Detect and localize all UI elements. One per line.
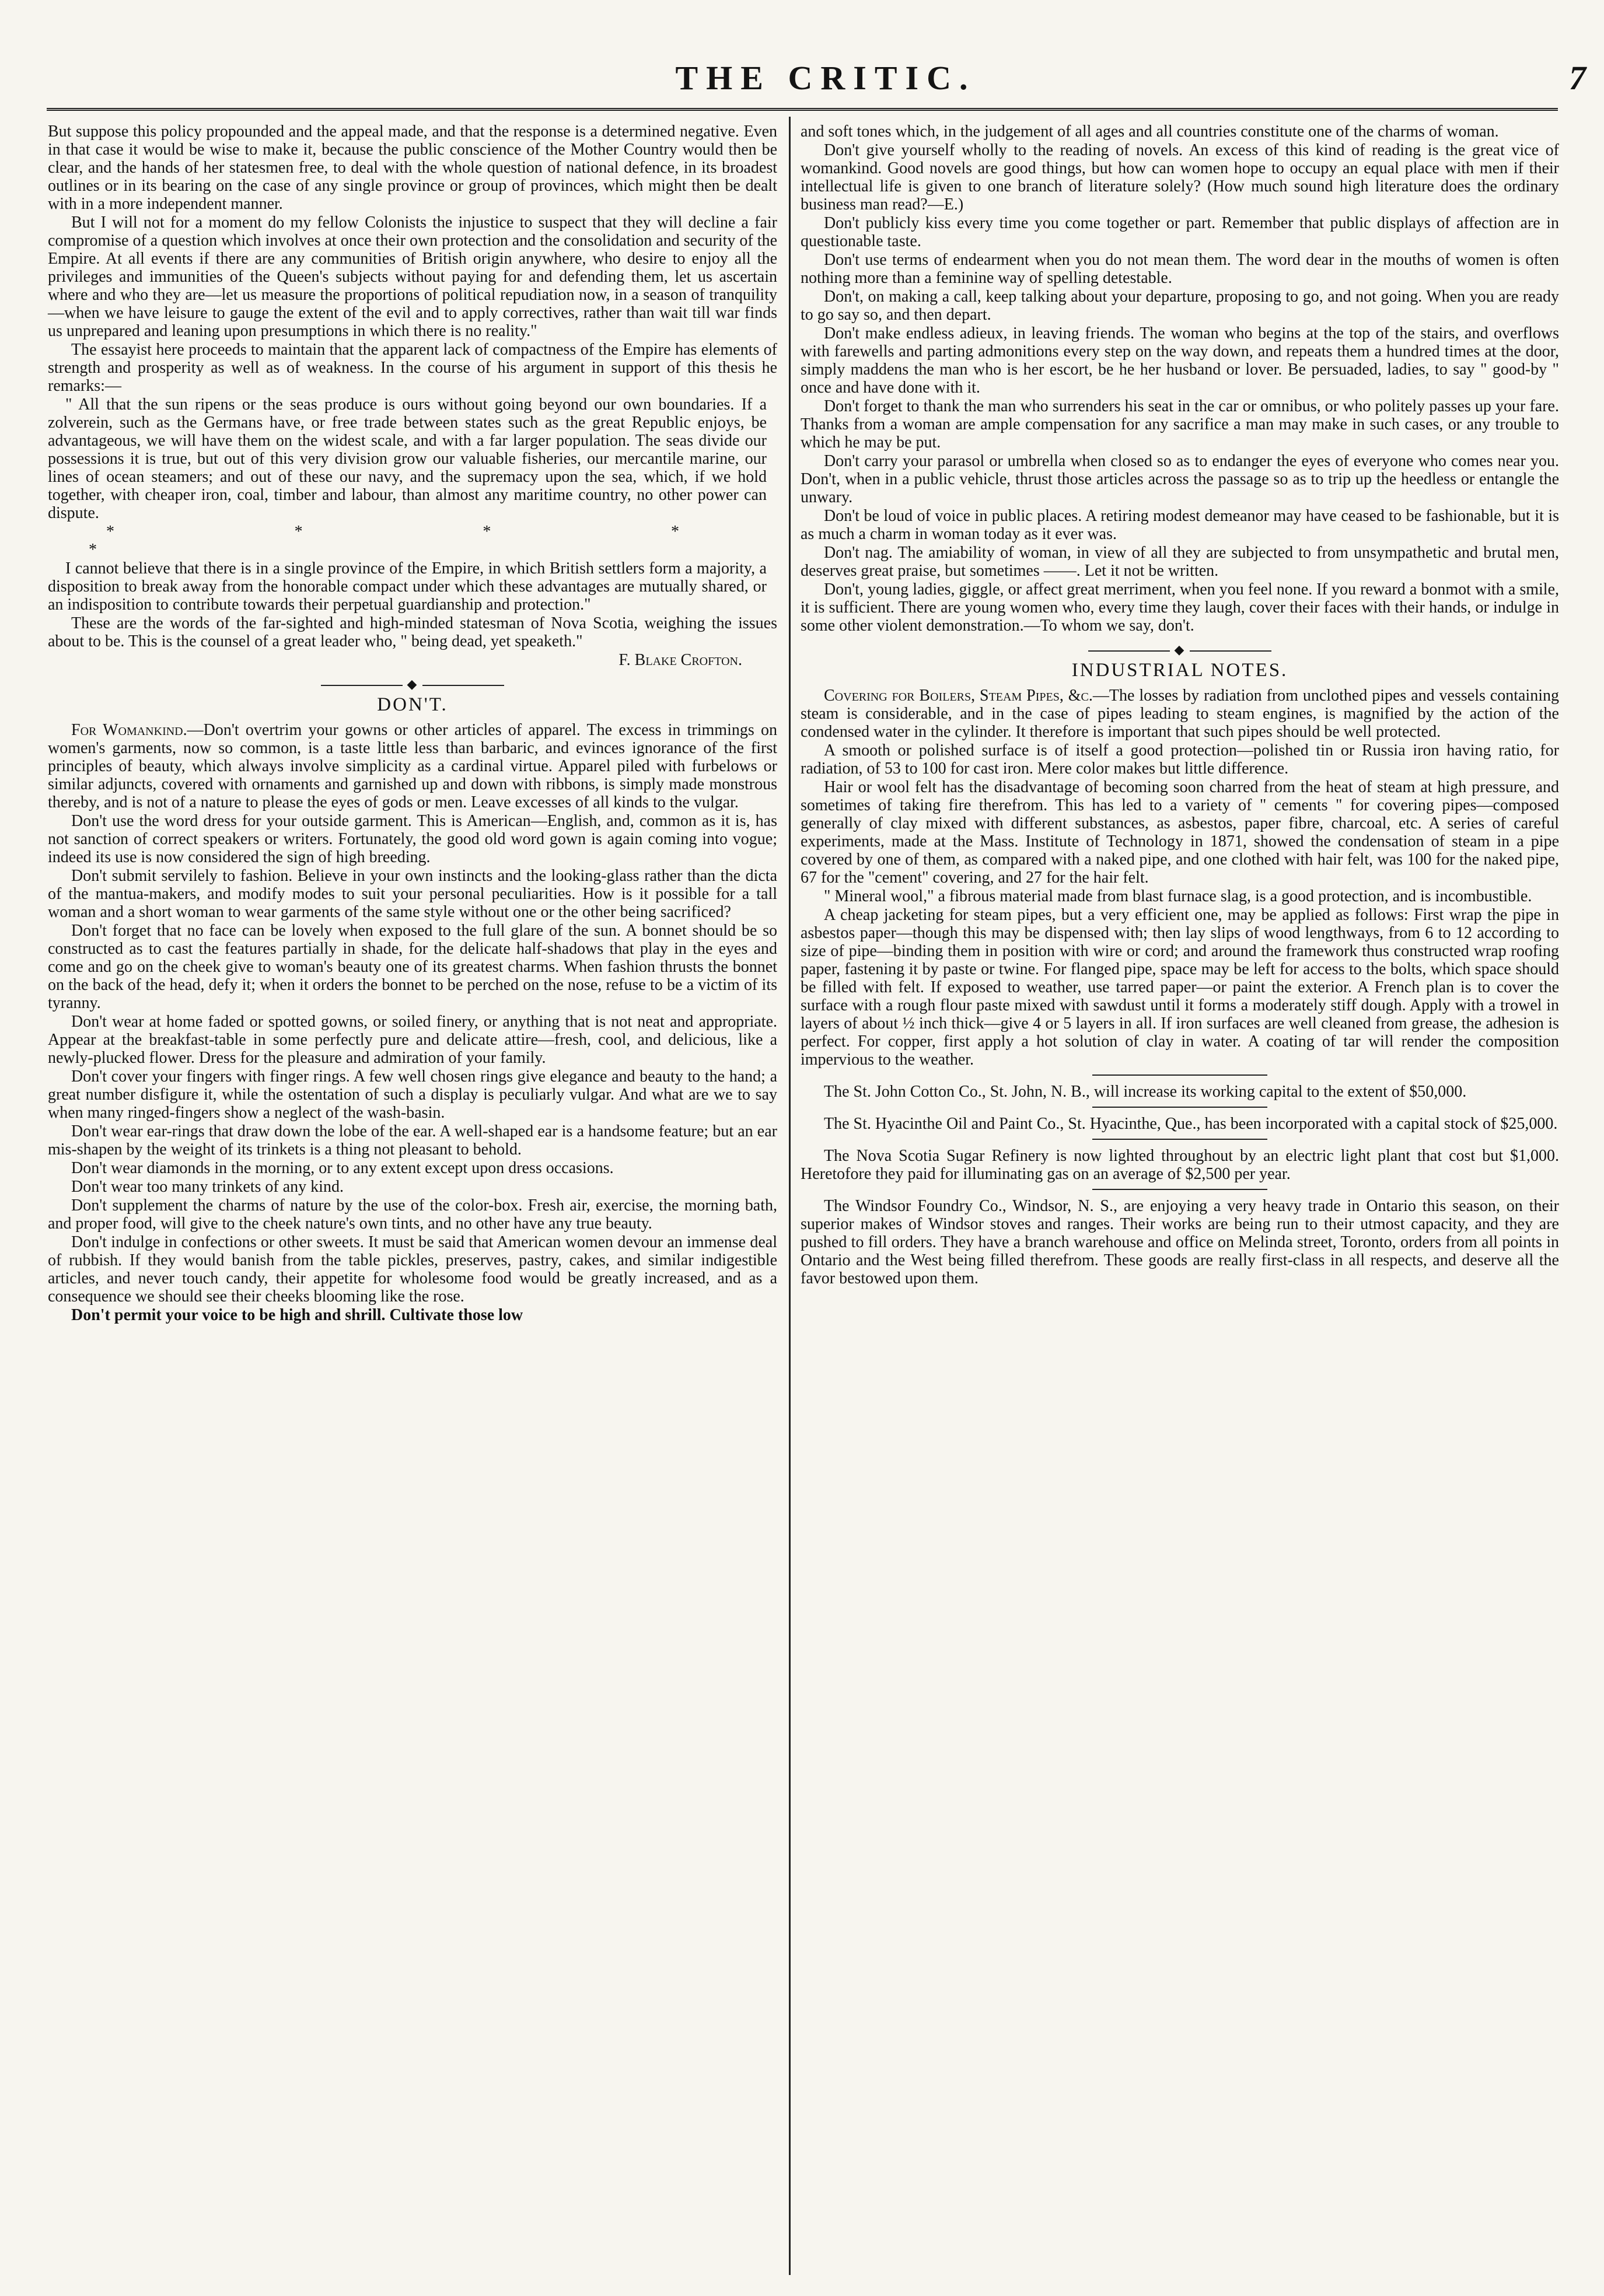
paragraph: A cheap jacketing for steam pipes, but a very efficient one, may be applied as follows: First wrap the pipe in asbestos paper—though this may be dispensed with; then lay slips of wood lengthways, from 6 to 12 according to size of pipe—binding them in position with wire or cord; and around the framework thus constructed wrap roofing paper, fastening it by paste or twine. For flanged pipe, space may be left for access to the bolts, which space should be filled with felt. If exposed to weather, use tarred paper—or paint the exterior. A French plan is to cover the surface with a rough flour paste mixed with sawdust until it forms a moderately stiff dough. Apply with a trowel in layers of about ½ inch thick—give 4 or 5 layers in all. If iron surfaces are well cleaned from grease, the adhesion is perfect. For copper, first apply a hot solution of clay in water. A coating of tar will render the composition impervious to the weather. <box>801 906 1559 1069</box>
note-divider <box>1092 1139 1267 1140</box>
paragraph: Hair or wool felt has the disadvantage of becoming soon charred from the heat of steam at high pressure, and sometimes of taking fire therefrom. This has led to a variety of " cements " for covering pipes—composed generally of clay mixed with different substances, as asbestos, paper fibre, charcoal, etc. A series of careful experiments, made at the Mass. Institute of Technology in 1871, showed the condensation of steam in a pipe covered by one of them, as compared with a naked pipe, and one clothed with hair felt, was 100 for the naked pipe, 67 for the "cement" covering, and 27 for the hair felt. <box>801 778 1559 887</box>
paragraph: But I will not for a moment do my fellow Colonists the injustice to suspect that they will decline a fair compromise of a question which involves at once their own protection and the consolidation and security of the Empire. At all events if there are any communities of British origin anywhere, who desire to enjoy all the privileges and immunities of the Queen's subjects without paying for and defending them, let us ascertain where and who they are—let us measure the proportions of political repudiation now, in a season of tranquility—when we have leisure to gauge the extent of the evil and to apply correctives, rather than wait till war finds us unprepared and leaning upon presumptions in which there is no reality." <box>48 214 777 340</box>
page-number: 7 <box>1569 59 1586 97</box>
paragraph: Don't forget that no face can be lovely when exposed to the full glare of the sun. A bonnet should be so constructed as to cast the features partially in shade, for the delicate half-shadows that play in the eyes and come and go on the cheek give to woman's beauty one of its greatest charms. When fashion thrusts the bonnet on the back of the head, defy it; when it orders the bonnet to be perched on the nose, refuse to be a victim of its tyranny. <box>48 922 777 1012</box>
section-lead: For Womankind. <box>71 721 187 739</box>
paragraph: Don't give yourself wholly to the reading of novels. An excess of this kind of reading is the great vice of womankind. Good novels are good things, but how can women hope to occupy an equal place with men if their intellectual life is given to one branch of literature solely? (How much sound high literature does the ordinary business man read?—E.) <box>801 141 1559 214</box>
paragraph: Don't carry your parasol or umbrella when closed so as to endanger the eyes of everyone who comes near you. Don't, when in a public vehicle, thrust those articles across the passage so as to trip up the heedless or entangle the unwary. <box>801 452 1559 506</box>
section-heading-industrial-notes: INDUSTRIAL NOTES. <box>1071 660 1288 681</box>
paragraph: Don't be loud of voice in public places. A retiring modest demeanor may have ceased to be fashionable, but it is as much a charm in woman today as it ever was. <box>801 507 1559 543</box>
paragraph: The essayist here proceeds to maintain that the apparent lack of compactness of the Empire has elements of strength and prosperity as well as of weakness. In the course of his argument in support of this thesis he remarks:— <box>48 341 777 395</box>
paragraph: and soft tones which, in the judgement of all ages and all countries constitute one of the charms of woman. <box>801 123 1499 141</box>
quote-paragraph: " All that the sun ripens or the seas produce is ours without going beyond our own boundaries. If a zolverein, such as the Germans have, or free trade between states such as the great Republic enjoys, be advantageous, we will have them on the widest scale, and with a far larger population. The seas divide our possessions it is true, but out of this very division grow our valuable fisheries, our mercantile marine, our lines of ocean steamers; and out of these our navy, and the supremacy upon the sea, which, if we hold together, with cheaper iron, coal, timber and labour, than almost any maritime country, no other power can dispute. <box>48 396 767 522</box>
section-break-stars: * * * * * <box>89 523 767 559</box>
news-item: The Nova Scotia Sugar Refinery is now lighted throughout by an electric light plant that cost but $1,000. Heretofore they paid for illuminating gas on an average of $2,500 per year. <box>801 1147 1559 1183</box>
quote-paragraph: I cannot believe that there is in a single province of the Empire, in which British settlers form a majority, a disposition to break away from the honorable compact under which these advantages are mutually shared, or an indisposition to contribute towards their perpetual guardianship and protection." <box>48 559 767 614</box>
paragraph: But suppose this policy propounded and the appeal made, and that the response is a determined negative. Even in that case it would be wise to make it, because the public conscience of the Mother Country would then be clear, and the hands of her statesmen free, to deal with the whole question of national defence, in its broadest outlines or in its bearing on the case of any single province or group of provinces, which might then be dealt with in a more independent manner. <box>48 123 777 213</box>
paragraph: Don't cover your fingers with finger rings. A few well chosen rings give elegance and beauty to the hand; a great number disfigure it, while the ostentation of such a display is peculiarly vulgar. And what are we to say when many ringed-fingers show a neglect of the wash-basin. <box>48 1068 777 1122</box>
section-ornament: ◆ <box>48 678 777 690</box>
paragraph: Don't wear diamonds in the morning, or to any extent except upon dress occasions. <box>71 1159 614 1177</box>
note-divider <box>1092 1074 1267 1076</box>
paragraph: Don't, on making a call, keep talking about your departure, proposing to go, and not going. When you are ready to go say so, and then depart. <box>801 288 1559 324</box>
note-divider <box>1092 1189 1267 1190</box>
paragraph: Don't submit servilely to fashion. Believe in your own instincts and the looking-glass rather than the dicta of the mantua-makers, and modify modes to suit your personal peculiarities. How is it possible for a tall woman and a short woman to wear garments of the same style without one or the other being sacrificed? <box>48 867 777 921</box>
right-column <box>801 123 1559 1288</box>
publication-title: THE CRITIC. <box>675 59 976 97</box>
section-heading-dont: DON'T. <box>377 694 448 715</box>
paragraph: " Mineral wool," a fibrous material made from blast furnace slag, is a good protection, and is incombustible. <box>824 887 1532 905</box>
header-rule <box>47 108 1558 111</box>
paragraph: Don't wear too many trinkets of any kind. <box>71 1178 344 1196</box>
paragraph: Don't publicly kiss every time you come together or part. Remember that public displays of affection are in questionable taste. <box>801 214 1559 250</box>
left-column <box>48 123 777 1325</box>
paragraph: Don't indulge in confections or other sweets. It must be said that American women devour an immense deal of rubbish. If they would banish from the table pickles, preserves, pastry, cakes, and similar indigestible articles, and never touch candy, their appetite for wholesome food would be greatly increased, and as a consequence we should see their cheeks blooming like the rose. <box>48 1233 777 1306</box>
paragraph: —Don't overtrim your gowns or other articles of apparel. The excess in trimmings on women's garments, now so common, is a taste little less than barbaric, and evinces ignorance of the first principles of beauty, which always involve simplicity as a cardinal virtue. Apparel piled with furbelows or similar adjuncts, covered with ornaments and garnished up and down with ribbons, is simply made monstrous thereby, and is not of a nature to please the eyes of gods or men. Leave excesses of all kinds to the vulgar. <box>48 721 777 811</box>
paragraph: Don't supplement the charms of nature by the use of the color-box. Fresh air, exercise, the morning bath, and proper food, will give to the cheek nature's own tints, and no other have any true beauty. <box>48 1196 777 1233</box>
news-item: The St. John Cotton Co., St. John, N. B., will increase its working capital to the extent of $50,000. <box>824 1083 1467 1101</box>
paragraph: Don't permit your voice to be high and shrill. Cultivate those low <box>71 1306 523 1324</box>
news-item: The St. Hyacinthe Oil and Paint Co., St. Hyacinthe, Que., has been incorporated with a capital stock of $25,000. <box>824 1115 1558 1133</box>
masthead <box>47 58 1604 111</box>
paragraph: Don't, young ladies, giggle, or affect great merriment, when you feel none. If you reward a bonmot with a smile, it is sufficient. There are young women who, every time they laugh, cover their faces with their hands, or indulge in some other violent demonstration.—To whom we say, don't. <box>801 580 1559 635</box>
news-item: The Windsor Foundry Co., Windsor, N. S., are enjoying a very heavy trade in Ontario this season, on their superior makes of Windsor stoves and ranges. Their works are being run to their utmost capacity, and they are pushed to fill orders. They have a branch warehouse and office on Melinda street, Toronto, orders from all points in Ontario and the West being filled therefrom. These goods are really first-class in all respects, and deserve all the favor bestowed upon them. <box>801 1197 1559 1287</box>
section-ornament: ◆ <box>801 644 1559 656</box>
section-lead: Covering for Boilers, Steam Pipes, &c. <box>824 687 1093 705</box>
paragraph: Don't forget to thank the man who surrenders his seat in the car or omnibus, or who politely passes up your fare. Thanks from a woman are ample compensation for any sacrifice a man may make in such cases, or any trouble to which he may be put. <box>801 397 1559 452</box>
paragraph: —The losses by radiation from unclothed pipes and vessels containing steam is considerable, and in the case of pipes leading to steam engines, is magnified by the action of the condensed water in the cylinder. It therefore is important that such pipes should be well protected. <box>801 687 1559 741</box>
column-divider <box>789 117 791 2275</box>
note-divider <box>1092 1107 1267 1108</box>
paragraph: Don't wear ear-rings that draw down the lobe of the ear. A well-shaped ear is a handsome feature; but an ear mis-shapen by the weight of its trinkets is a thing not pleasant to behold. <box>48 1122 777 1158</box>
paragraph: These are the words of the far-sighted and high-minded statesman of Nova Scotia, weighing the issues about to be. This is the counsel of a great leader who, " being dead, yet speaketh." <box>48 614 777 650</box>
paragraph: Don't use terms of endearment when you do not mean them. The word dear in the mouths of women is often nothing more than a feminine way of spelling detestable. <box>801 251 1559 287</box>
paragraph: Don't nag. The amiability of woman, in view of all they are subjected to from unsympathetic and brutal men, deserves great praise, but sometimes ——. Let it not be written. <box>801 544 1559 580</box>
paragraph: A smooth or polished surface is of itself a good protection—polished tin or Russia iron having ratio, for radiation, of 53 to 100 for cast iron. Mere color makes but little difference. <box>801 741 1559 778</box>
paragraph: Don't wear at home faded or spotted gowns, or soiled finery, or anything that is not neat and appropriate. Appear at the breakfast-table in some perfectly pure and delicate attire—fresh, cool, and delicious, like a newly-plucked flower. Dress for the pleasure and admiration of your family. <box>48 1013 777 1067</box>
quotation <box>48 396 767 614</box>
author-signature: F. Blake Crofton. <box>618 651 742 669</box>
paragraph: Don't make endless adieux, in leaving friends. The woman who begins at the top of the stairs, and overflows with farewells and parting admonitions every step on the way down, and repeats them a hundred times at the door, simply maddens the man who is her escort, be he her husband or lover. Be persuaded, ladies, to say " good-by " once and have done with it. <box>801 324 1559 397</box>
paragraph: Don't use the word dress for your outside garment. This is American—English, and, common as it is, has not sanction of correct speakers or writers. Fortunately, the good old word gown is again coming into vogue; indeed its use is now considered the sign of high breeding. <box>48 812 777 866</box>
